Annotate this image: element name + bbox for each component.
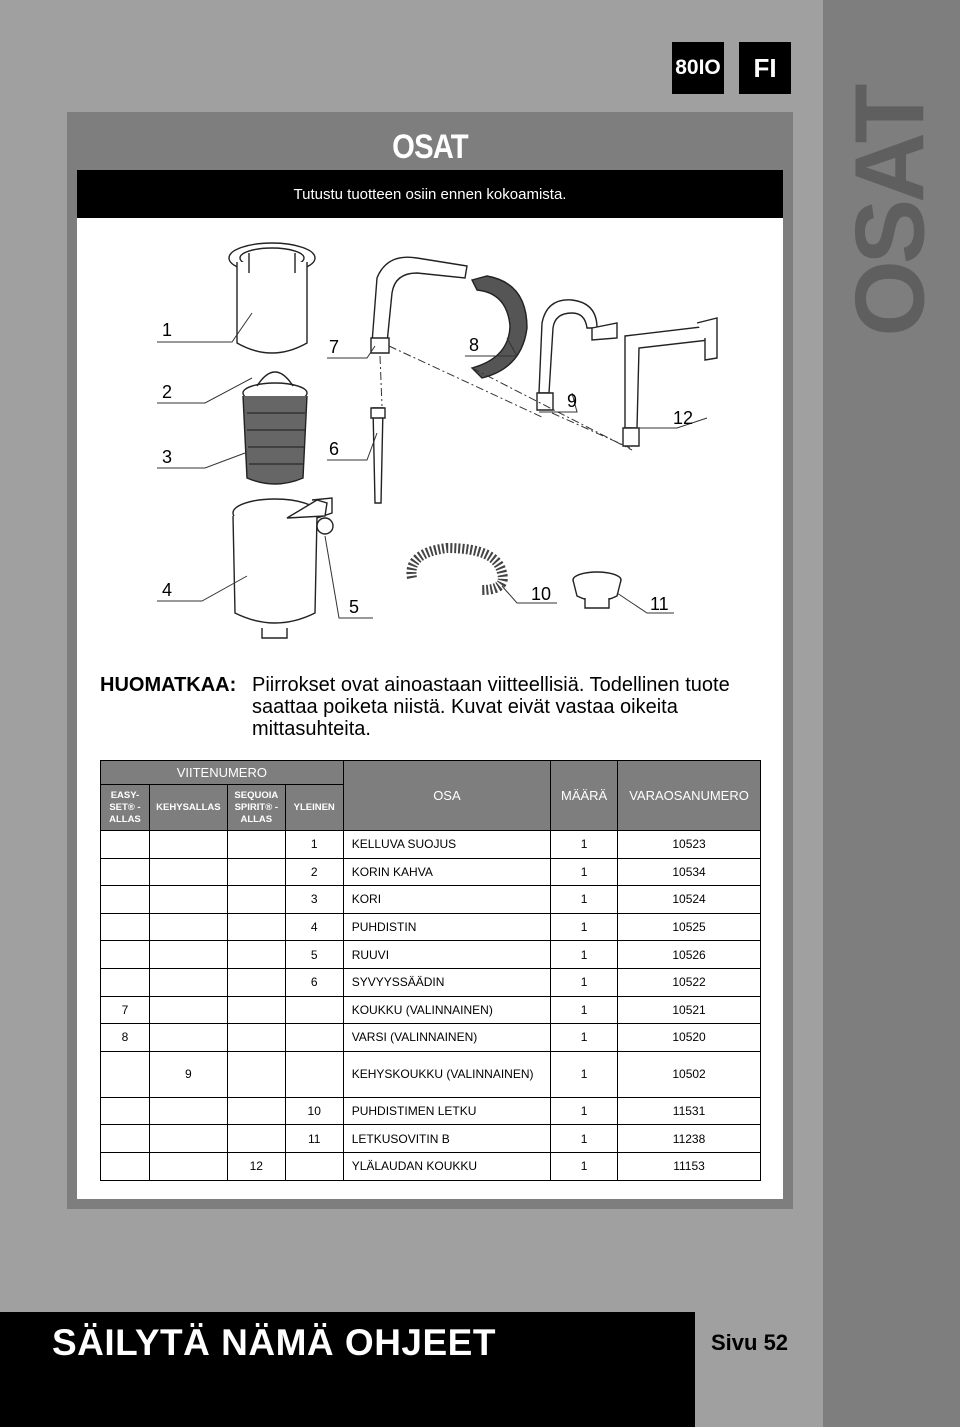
qty-header: MÄÄRÄ — [551, 761, 618, 831]
intro-text: Tutustu tuotteen osiin ennen kokoamista. — [77, 170, 783, 218]
cell-part: RUUVI — [343, 941, 550, 969]
cell-spare: 10521 — [618, 996, 761, 1024]
cell-frame — [149, 913, 227, 941]
table-row — [101, 886, 761, 914]
table-row — [101, 1024, 761, 1052]
cell-spare: 11238 — [618, 1125, 761, 1153]
side-title: OSAT — [834, 87, 945, 337]
part-header: OSA — [343, 761, 550, 831]
cell-qty: 1 — [551, 858, 618, 886]
easy-set-header: EASY-SET® -ALLAS — [101, 785, 150, 831]
cell-frame — [149, 1024, 227, 1052]
callout-2: 2 — [162, 382, 173, 402]
page-number: Sivu 52 — [711, 1330, 789, 1355]
callout-6: 6 — [329, 439, 340, 459]
cell-part: YLÄLAUDAN KOUKKU — [343, 1152, 550, 1180]
callout-5: 5 — [349, 597, 360, 617]
cell-sequoia — [227, 1097, 285, 1125]
cell-general — [285, 1024, 343, 1052]
brand-badge: 80IO — [672, 42, 724, 94]
cell-general: 3 — [285, 886, 343, 914]
cell-sequoia — [227, 913, 285, 941]
callout-10: 10 — [531, 584, 552, 604]
general-header: YLEINEN — [285, 785, 343, 831]
cell-frame — [149, 1152, 227, 1180]
cell-qty: 1 — [551, 913, 618, 941]
hose-adapter-drawing — [573, 572, 621, 608]
callout-11: 11 — [650, 594, 669, 614]
cell-sequoia — [227, 886, 285, 914]
cell-qty: 1 — [551, 1051, 618, 1097]
table-row — [101, 913, 761, 941]
cell-general — [285, 1051, 343, 1097]
cell-sequoia — [227, 1051, 285, 1097]
cell-qty: 1 — [551, 1024, 618, 1052]
cell-spare: 11531 — [618, 1097, 761, 1125]
cell-part: KORIN KAHVA — [343, 858, 550, 886]
note-label: HUOMATKAA: — [100, 674, 237, 696]
cell-spare: 10523 — [618, 831, 761, 859]
floating-cover-drawing — [229, 243, 315, 353]
top-ledge-hook-drawing — [623, 318, 717, 446]
cell-easy — [101, 1125, 150, 1153]
callout-9: 9 — [567, 391, 578, 411]
cell-sequoia — [227, 968, 285, 996]
cell-easy — [101, 941, 150, 969]
ref-number-header: VIITENUMERO — [101, 761, 344, 785]
cell-spare: 10525 — [618, 913, 761, 941]
cell-spare: 10534 — [618, 858, 761, 886]
cell-easy — [101, 858, 150, 886]
cell-sequoia — [227, 1024, 285, 1052]
cell-part: KOUKKU (VALINNAINEN) — [343, 996, 550, 1024]
parts-illustration — [77, 218, 783, 688]
arm-drawing — [472, 276, 527, 378]
table-row — [101, 1125, 761, 1153]
section-title: OSAT — [392, 128, 468, 166]
table-row — [101, 968, 761, 996]
table-row — [101, 1152, 761, 1180]
cell-easy — [101, 886, 150, 914]
cell-general — [285, 1152, 343, 1180]
cell-part: LETKUSOVITIN B — [343, 1125, 550, 1153]
cell-part: PUHDISTIMEN LETKU — [343, 1097, 550, 1125]
cell-sequoia — [227, 1125, 285, 1153]
cell-frame — [149, 996, 227, 1024]
footer-bar — [0, 1312, 695, 1427]
cell-frame — [149, 941, 227, 969]
cell-part: KELLUVA SUOJUS — [343, 831, 550, 859]
spare-header: VARAOSANUMERO — [618, 761, 761, 831]
cell-frame — [149, 886, 227, 914]
cell-frame — [149, 1125, 227, 1153]
cell-part: PUHDISTIN — [343, 913, 550, 941]
cell-part: SYVYYSSÄÄDIN — [343, 968, 550, 996]
callout-4: 4 — [162, 580, 173, 600]
cell-easy — [101, 1051, 150, 1097]
hose-drawing — [411, 548, 502, 590]
note-text: Piirrokset ovat ainoastaan viitteellisiä. Todellinen tuote saattaa poiketa niistä. Kuvat eivät vastaa oikeita mittasuhteita. — [252, 674, 730, 740]
cell-spare: 10502 — [618, 1051, 761, 1097]
cell-part: VARSI (VALINNAINEN) — [343, 1024, 550, 1052]
callout-1: 1 — [162, 320, 173, 340]
cell-general — [285, 996, 343, 1024]
cell-qty: 1 — [551, 1152, 618, 1180]
cell-spare: 10520 — [618, 1024, 761, 1052]
table-row — [101, 858, 761, 886]
cell-frame: 9 — [149, 1051, 227, 1097]
cell-qty: 1 — [551, 968, 618, 996]
cell-general: 1 — [285, 831, 343, 859]
cell-general: 11 — [285, 1125, 343, 1153]
cell-qty: 1 — [551, 1125, 618, 1153]
table-row — [101, 996, 761, 1024]
cell-easy — [101, 1097, 150, 1125]
callout-7: 7 — [329, 337, 340, 357]
cell-part: KEHYSKOUKKU (VALINNAINEN) — [343, 1051, 550, 1097]
callout-12: 12 — [673, 408, 694, 428]
basket-drawing — [243, 372, 307, 484]
cell-part: KORI — [343, 886, 550, 914]
language-badge: FI — [739, 42, 791, 94]
cell-spare: 11153 — [618, 1152, 761, 1180]
cell-sequoia — [227, 941, 285, 969]
cell-spare: 10526 — [618, 941, 761, 969]
frame-pool-header: KEHYSALLAS — [149, 785, 227, 831]
cell-sequoia — [227, 831, 285, 859]
cell-general: 5 — [285, 941, 343, 969]
cell-easy — [101, 831, 150, 859]
cell-qty: 1 — [551, 831, 618, 859]
sequoia-header: SEQUOIA SPIRIT® -ALLAS — [227, 785, 285, 831]
cell-easy — [101, 968, 150, 996]
cell-sequoia: 12 — [227, 1152, 285, 1180]
table-row — [101, 1097, 761, 1125]
cell-easy: 7 — [101, 996, 150, 1024]
cell-frame — [149, 968, 227, 996]
cell-qty: 1 — [551, 1097, 618, 1125]
parts-table — [100, 760, 761, 1181]
cell-easy: 8 — [101, 1024, 150, 1052]
cell-qty: 1 — [551, 886, 618, 914]
cell-frame — [149, 858, 227, 886]
hook-drawing — [371, 257, 467, 353]
skimmer-body-drawing — [233, 498, 332, 638]
cell-sequoia — [227, 996, 285, 1024]
parts-table-body — [101, 831, 761, 1181]
table-row — [101, 941, 761, 969]
footer-text: SÄILYTÄ NÄMÄ OHJEET — [52, 1322, 496, 1363]
callout-3: 3 — [162, 447, 173, 467]
cell-qty: 1 — [551, 941, 618, 969]
cell-frame — [149, 1097, 227, 1125]
callout-8: 8 — [469, 335, 480, 355]
cell-easy — [101, 1152, 150, 1180]
cell-qty: 1 — [551, 996, 618, 1024]
cell-sequoia — [227, 858, 285, 886]
cell-frame — [149, 831, 227, 859]
cell-easy — [101, 913, 150, 941]
cell-general: 6 — [285, 968, 343, 996]
cell-general: 4 — [285, 913, 343, 941]
cell-general: 2 — [285, 858, 343, 886]
depth-adjuster-drawing — [371, 408, 385, 503]
cell-spare: 10524 — [618, 886, 761, 914]
table-row — [101, 1051, 761, 1097]
table-row — [101, 831, 761, 859]
cell-spare: 10522 — [618, 968, 761, 996]
cell-general: 10 — [285, 1097, 343, 1125]
